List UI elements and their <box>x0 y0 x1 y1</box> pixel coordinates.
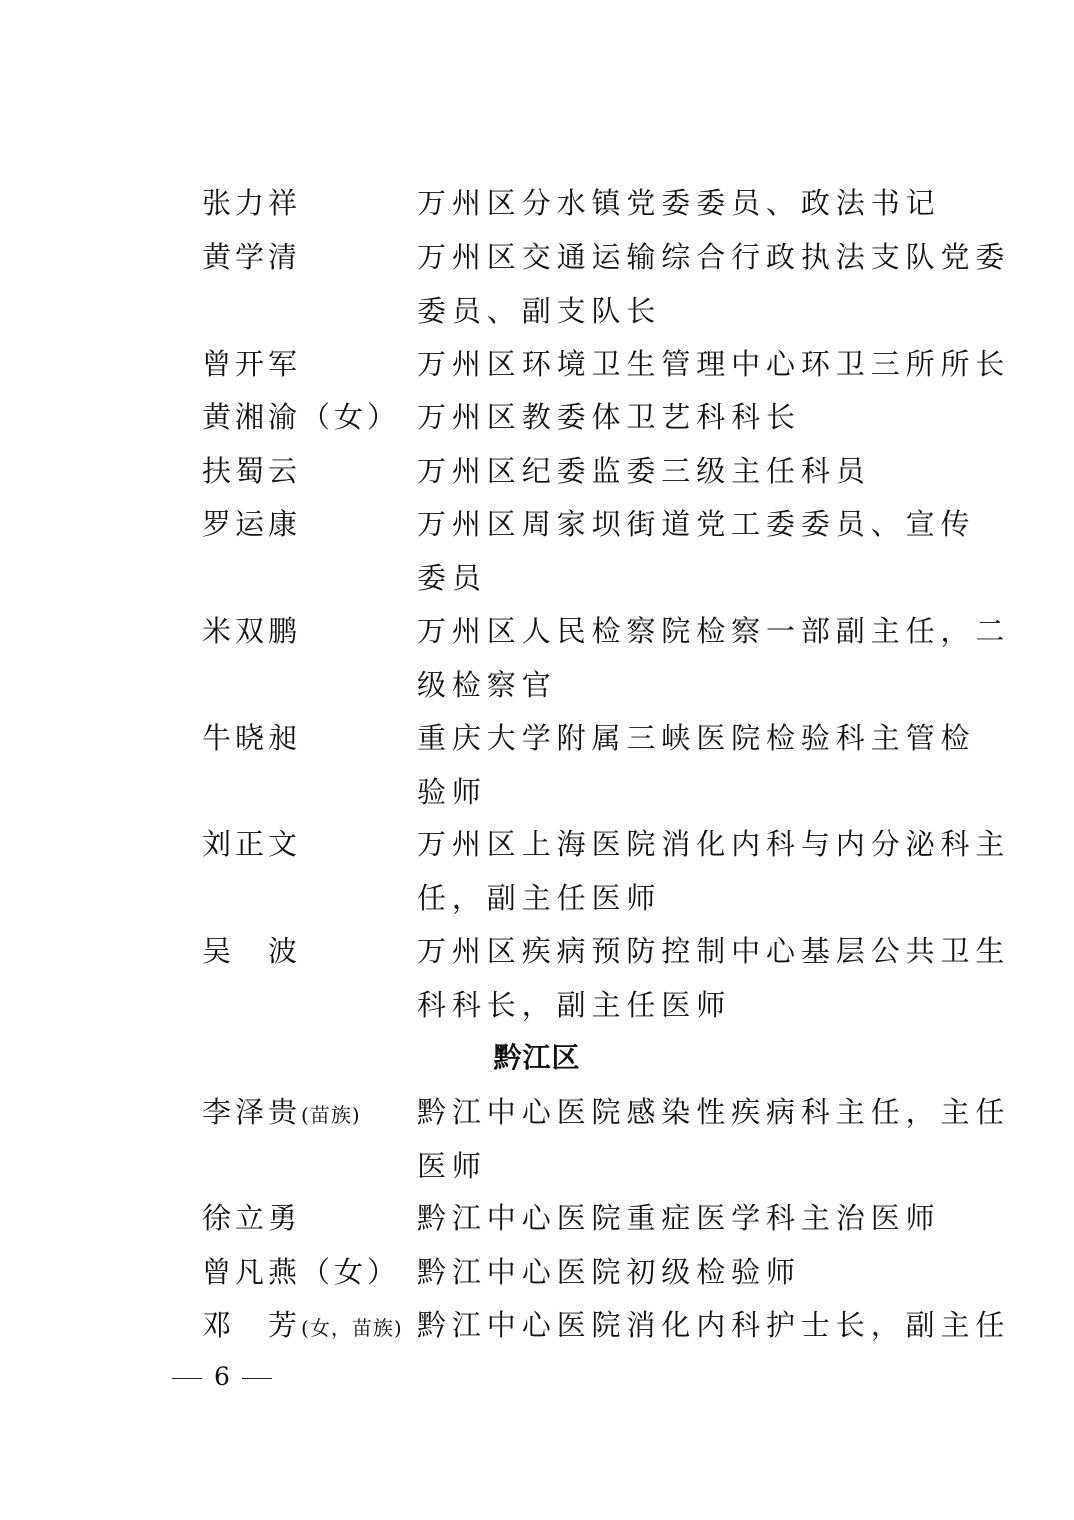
page-number <box>160 1359 284 1395</box>
person-title: 万州区上海医院消化内科与内分泌科主 任，副主任医师 <box>417 827 1011 915</box>
person-title: 黔江中心医院感染性疾病科主任，主任 医师 <box>417 1095 1011 1183</box>
person-title: 黔江中心医院初级检验师 <box>417 1255 801 1289</box>
person-title: 重庆大学附属三峡医院检验科主管检 验师 <box>417 721 976 809</box>
person-name: 邓 芳(女，苗族) <box>202 1308 403 1342</box>
page-number-value: 6 <box>214 1362 230 1391</box>
person-title: 万州区人民检察院检察一部副主任，二 级检察官 <box>417 614 1011 702</box>
person-name: 牛晓昶 <box>202 721 302 755</box>
person-name: 米双鹏 <box>202 614 302 648</box>
person-name: 黄学清 <box>202 240 302 274</box>
person-title: 黔江中心医院消化内科护士长，副主任 <box>417 1308 1011 1342</box>
person-name: 曾凡燕（女） <box>202 1255 401 1289</box>
person-title: 万州区纪委监委三级主任科员 <box>417 454 871 488</box>
dash-right <box>242 1378 272 1379</box>
person-title: 万州区疾病预防控制中心基层公共卫生 科科长，副主任医师 <box>417 934 1011 1022</box>
person-title: 黔江中心医院重症医学科主治医师 <box>417 1201 941 1235</box>
person-name: 扶蜀云 <box>202 454 302 488</box>
person-name: 张力祥 <box>202 186 302 220</box>
person-title: 万州区教委体卫艺科科长 <box>417 400 801 434</box>
person-title: 万州区分水镇党委委员、政法书记 <box>417 186 941 220</box>
person-title: 万州区周家坝街道党工委委员、宣传 委员 <box>417 507 976 595</box>
person-name: 徐立勇 <box>202 1201 302 1235</box>
person-title: 万州区交通运输综合行政执法支队党委 委员、副支队长 <box>417 240 1011 328</box>
dash-left <box>172 1378 202 1379</box>
person-name: 吴 波 <box>202 934 302 968</box>
section-heading: 黔江区 <box>493 1041 581 1074</box>
person-name: 刘正文 <box>202 827 302 861</box>
person-name: 黄湘渝（女） <box>202 400 401 434</box>
person-title: 万州区环境卫生管理中心环卫三所所长 <box>417 347 1011 381</box>
person-name: 李泽贵(苗族) <box>202 1095 361 1129</box>
person-name: 曾开军 <box>202 347 302 381</box>
person-name: 罗运康 <box>202 507 302 541</box>
